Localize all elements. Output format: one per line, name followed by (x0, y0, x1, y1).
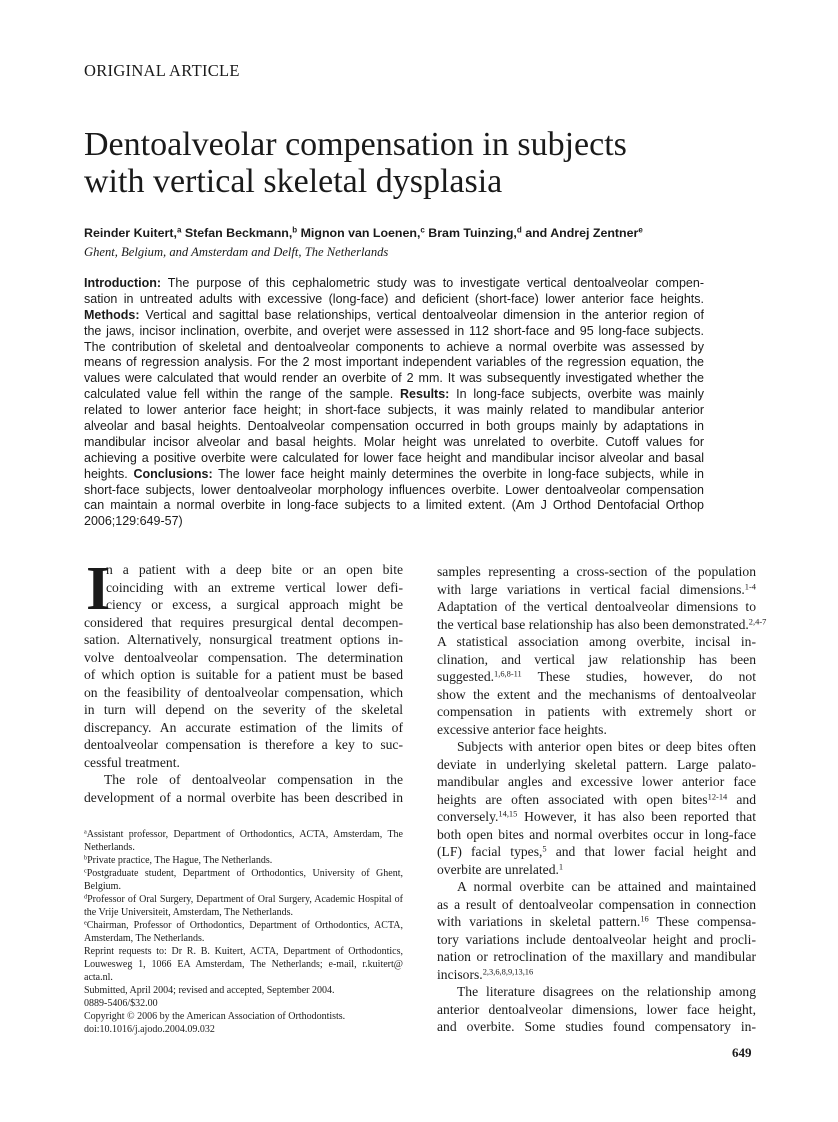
paragraph (84, 555, 403, 771)
reference-superscript: 5 (542, 843, 547, 854)
text-run: The role of dentoalveolar compensation in the (104, 772, 403, 787)
text-line (84, 854, 403, 867)
text-line (84, 514, 704, 530)
text-run: on the feasibility of dentoalveolar compensation, which (84, 684, 403, 700)
text-line (84, 789, 403, 807)
text-line (84, 561, 403, 579)
text-line (84, 666, 403, 684)
text-line (437, 878, 756, 896)
text-line (437, 703, 756, 721)
text-line (437, 581, 756, 599)
text-line (84, 276, 704, 292)
text-line (84, 1010, 403, 1023)
author-name: Reinder Kuitert, (84, 226, 177, 240)
text-line (437, 843, 756, 861)
text-line (84, 906, 403, 919)
text-run: Copyright © 2006 by the American Association of Orthodontists. (84, 1011, 346, 1022)
affiliation: Ghent, Belgium, and Amsterdam and Delft, The Netherlands (84, 245, 389, 259)
text-line (84, 579, 403, 597)
text-line (84, 308, 704, 324)
text-run: calculated value fell within the range of the sample. (84, 387, 401, 402)
body-column-left (84, 555, 403, 806)
text-run: with large variations in vertical facial dimensions. (437, 581, 745, 597)
text-line (84, 684, 403, 702)
text-line (437, 615, 767, 634)
text-line (437, 948, 756, 966)
text-run: show the extent and the mechanisms of dentoalveolar (437, 686, 756, 702)
reference-superscript: b (84, 854, 88, 862)
text-run: Netherlands. (84, 842, 135, 853)
text-run: both open bites and normal overbites occur in long-face (437, 826, 756, 842)
text-line (84, 435, 704, 451)
reference-superscript: 1-4 (744, 580, 756, 591)
text-run: as a result of dentoalveolar compensation in connection (437, 896, 756, 912)
text-line (437, 721, 756, 739)
text-run: Postgraduate student, Department of Orthodontics, University of Ghent, (86, 868, 403, 879)
text-run: These studies, however, do not (521, 669, 756, 684)
text-line (437, 966, 756, 984)
text-line (437, 791, 756, 809)
text-run: anterior dentoalveolar dimensions, lower face height, (437, 1001, 756, 1017)
text-line (437, 651, 756, 669)
text-line (84, 483, 704, 499)
text-run: Private practice, The Hague, The Netherlands. (87, 855, 273, 866)
text-run: The lower face height mainly determines the overbite in long-face subjects, while in (212, 466, 704, 481)
text-line (84, 893, 403, 906)
text-line (437, 756, 756, 774)
text-run: Belgium. (84, 881, 121, 892)
text-run: heights. (84, 466, 134, 481)
text-line (84, 419, 704, 435)
text-line (437, 1018, 756, 1036)
author-affiliation-mark: e (638, 225, 643, 235)
text-run: The purpose of this cephalometric study was to investigate vertical dentoalveolar compen- (161, 276, 704, 290)
text-line (437, 931, 756, 949)
text-run: conversely. (437, 809, 499, 824)
author-name: and Andrej Zentner (521, 226, 639, 240)
text-line (437, 808, 756, 826)
text-run: the Vrije Universiteit, Amsterdam, The Netherlands. (84, 907, 293, 918)
text-line (437, 686, 756, 704)
text-run: incisors. (437, 966, 483, 982)
text-line (84, 771, 403, 789)
paragraph (437, 738, 756, 878)
page-number: 649 (732, 1045, 752, 1060)
section-label: ORIGINAL ARTICLE (84, 61, 240, 80)
text-run: Subjects with anterior open bites or deep bites often (457, 739, 756, 754)
drop-cap: I (86, 555, 111, 623)
author-affiliation-mark: b (292, 225, 298, 235)
reference-superscript: 1 (558, 860, 564, 871)
text-run: and (727, 791, 757, 807)
text-run: and that lower facial height and (546, 844, 756, 859)
text-run: A normal overbite can be attained and maintained (457, 879, 756, 894)
abstract (84, 276, 704, 530)
footnotes (84, 828, 403, 1036)
text-line (84, 292, 704, 308)
text-line (84, 867, 403, 880)
text-run: overbite are unrelated. (437, 861, 559, 877)
text-run: values were calculated that would render an overbite of 2 mm. It was subsequently investigated whether the (84, 371, 704, 386)
text-run: (LF) facial types, (437, 844, 543, 859)
text-run: Professor of Oral Surgery, Department of Oral Surgery, Academic Hospital of (87, 894, 403, 905)
text-run: compensation in patients with extremely short or (437, 704, 756, 719)
reference-superscript: 1,6,8-11 (494, 668, 522, 679)
text-line (84, 403, 704, 419)
text-line (84, 932, 403, 945)
text-run: related to lower anterior face height; in short-face subjects, it was mainly related to mandibular anterior (84, 403, 704, 418)
reference-superscript: a (84, 828, 87, 836)
text-run: clination, and vertical jaw relationship has been (437, 651, 756, 667)
text-run: of which option is suitable for a patient must be based (84, 667, 403, 682)
section-heading: Results: (400, 387, 450, 402)
paragraph (437, 983, 756, 1036)
text-line (84, 355, 704, 371)
text-run: coinciding with an extreme vertical lower defi- (106, 579, 403, 595)
article-title (84, 126, 627, 200)
text-line (84, 971, 403, 984)
text-run: Adaptation of the vertical dentoalveolar dimensions to (437, 599, 756, 614)
text-line (84, 828, 403, 841)
text-run: Submitted, April 2004; revised and accepted, September 2004. (84, 985, 335, 996)
text-line (84, 596, 403, 614)
text-line (437, 826, 756, 844)
text-run: suggested. (437, 669, 495, 684)
text-run: and overbite. Some studies found compensatory in- (437, 1019, 756, 1034)
text-run: in turn will depend on the severity of the skeletal (84, 702, 403, 717)
text-run: sation in untreated adults with excessive (long-face) and deficient (short-face) lower anterior face heights. (84, 291, 704, 306)
text-line (84, 958, 403, 971)
text-line (437, 738, 756, 756)
reference-superscript: c (84, 867, 87, 875)
author-name: Stefan Beckmann, (181, 226, 293, 240)
reference-superscript: d (84, 893, 88, 901)
reference-superscript: e (84, 919, 87, 927)
text-run: dentoalveolar compensation is therefore a key to suc- (84, 737, 403, 752)
text-line (84, 919, 403, 932)
author-affiliation-mark: a (176, 225, 182, 235)
text-run: Vertical and sagittal base relationships, vertical dentoalveolar dimension in the anterior region of (139, 307, 704, 322)
text-run: discrepancy. An accurate estimation of the limits of (84, 719, 403, 735)
text-run: the jaws, incisor inclination, overbite, and overjet were assessed in 112 short-face and 95 long-face subjects. (84, 323, 704, 338)
text-run: 2006;129:649-57) (84, 514, 183, 529)
text-run: acta.nl. (84, 972, 113, 983)
text-line (437, 773, 756, 791)
title-line: Dentoalveolar compensation in subjects (84, 126, 627, 163)
text-line (84, 324, 704, 340)
text-run: Assistant professor, Department of Orthodontics, ACTA, Amsterdam, The (86, 829, 403, 840)
text-line (437, 668, 756, 686)
text-line (84, 631, 403, 649)
text-line (84, 719, 403, 737)
author-name: Mignon van Loenen, (297, 226, 421, 240)
reference-superscript: 16 (640, 913, 649, 924)
text-line (84, 451, 704, 467)
text-line (84, 387, 704, 403)
text-line (437, 861, 756, 879)
text-run: samples representing a cross-section of the population (437, 564, 756, 579)
text-run: cessful treatment. (84, 754, 180, 770)
author-name: Bram Tuinzing, (424, 226, 517, 240)
text-line (437, 983, 756, 1001)
text-run: volve dentoalveolar compensation. The determination (84, 649, 403, 665)
text-line (84, 997, 403, 1010)
text-line (84, 701, 403, 719)
author-affiliation-mark: d (516, 225, 522, 235)
text-run: can maintain a normal overbite in long-face subjects to a limited extent. (Am J Orthod Dentofacial Orthop (84, 498, 704, 513)
text-line (437, 896, 756, 914)
text-line (437, 563, 756, 581)
text-line (84, 467, 704, 483)
text-run: n a patient with a deep bite or an open bite (106, 562, 403, 577)
text-run: These compensa- (648, 914, 756, 929)
text-line (84, 880, 403, 893)
text-run: short-face subjects, lower dentoalveolar morphology influences overbite. Lower dentoalveolar compensation (84, 482, 704, 497)
paragraph (437, 563, 767, 738)
text-run: the vertical base relationship has also been demonstrated. (437, 616, 749, 632)
text-run: mandibular angles and excessive lower anterior face (437, 774, 756, 789)
text-run: However, it has also been reported that (517, 809, 756, 824)
text-line (84, 340, 704, 356)
text-line (437, 1001, 756, 1019)
section-heading: Methods: (84, 307, 140, 322)
text-line (84, 614, 403, 632)
text-line (84, 498, 704, 514)
text-run: sation. Alternatively, nonsurgical treatment options in- (84, 632, 403, 647)
text-run: Louwesweg 1, 1066 EA Amsterdam, The Netherlands; e-mail, r.kuitert@ (84, 959, 403, 970)
text-line (437, 913, 756, 931)
text-run: mandibular incisor alveolar and basal heights. Molar height was unrelated to overbite. Cutoff values for (84, 434, 704, 449)
text-run: heights are often associated with open bites (437, 791, 708, 807)
text-run: 0889-5406/$32.00 (84, 998, 158, 1009)
reference-superscript: 12-14 (707, 790, 728, 801)
text-run: tory variations include dentoalveolar height and procli- (437, 931, 756, 947)
text-run: achieving a positive overbite were calculated for lower face height and mandibular incisor alveolar and basal (84, 450, 704, 465)
text-run: doi:10.1016/j.ajodo.2004.09.032 (84, 1024, 215, 1035)
author-list (84, 226, 643, 240)
text-run: considered that requires presurgical dental decompen- (84, 614, 403, 630)
text-line (84, 945, 403, 958)
text-line (84, 736, 403, 754)
text-run: nation or retroclination of the maxillary and mandibular (437, 949, 756, 964)
reference-superscript: 2,4-7 (748, 615, 767, 626)
section-heading: Introduction: (84, 276, 162, 290)
text-line (437, 633, 756, 651)
text-line (84, 371, 704, 387)
text-line (84, 1023, 403, 1036)
text-line (437, 598, 756, 616)
title-line: with vertical skeletal dysplasia (84, 163, 503, 200)
text-run: deviate in underlying skeletal pattern. Large palato- (437, 756, 756, 772)
body-column-right (437, 563, 767, 1036)
text-run: Chairman, Professor of Orthodontics, Department of Orthodontics, ACTA, (86, 920, 403, 931)
paragraph (437, 878, 756, 983)
reference-superscript: 14,15 (498, 808, 518, 819)
paragraph (84, 771, 403, 806)
text-run: The literature disagrees on the relationship among (457, 984, 756, 999)
section-heading: Conclusions: (133, 466, 213, 481)
text-run: A statistical association among overbite, incisal in- (437, 634, 756, 649)
text-line (84, 649, 403, 667)
text-run: development of a normal overbite has been described in (84, 789, 403, 805)
text-run: ciency or excess, a surgical approach might be (106, 597, 403, 612)
text-line (84, 984, 403, 997)
text-line (84, 841, 403, 854)
text-run: In long-face subjects, overbite was mainly (449, 387, 704, 402)
text-run: Amsterdam, The Netherlands. (84, 933, 205, 944)
text-run: Reprint requests to: Dr R. B. Kuitert, ACTA, Department of Orthodontics, (84, 946, 403, 957)
text-run: with variations in skeletal pattern. (437, 914, 641, 929)
text-line (84, 754, 403, 772)
text-run: excessive anterior face heights. (437, 721, 607, 737)
text-run: alveolar and basal heights. Dentoalveolar compensation occurred in both groups mainly by adaptations in (84, 419, 704, 434)
author-affiliation-mark: c (420, 225, 425, 235)
reference-superscript: 2,3,6,8,9,13,16 (482, 965, 534, 976)
text-run: means of regression analysis. For the 2 most important independent variables of the regression equation, the (84, 355, 704, 370)
text-run: The contribution of skeletal and dentoalveolar components to achieve a normal overbite was assessed by (84, 339, 704, 354)
